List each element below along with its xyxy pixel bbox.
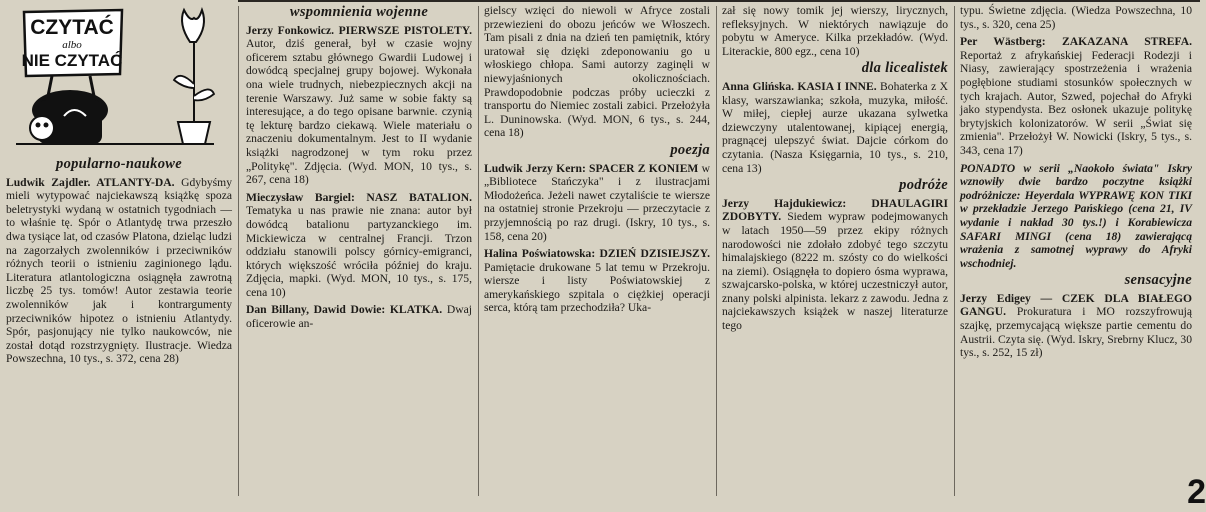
review-dhaulagiri-continued: typu. Świetne zdjęcia. (Wiedza Powszechna, 10 tys., s. 320, cena 25) <box>960 4 1192 31</box>
review-atlantyda <box>6 176 232 366</box>
review-klatka-continued: gielscy wzięci do niewoli w Afryce zostali przewiezieni do obozu jeńców we Włoszech. Tam pisali z dnia na dzień ten pamiętnik, który uratował się dzięki zdeponowaniu go u włoskiego chłopa. Sami autorzy zaginęli w niewyjaśnionych okolicznościach. Prawdopodobnie podczas próby ucieczki z transportu do Niemiec zostali zabici. Przełożyła L. Duninowska. (Wyd. MON, 6 tys., s. 244, cena 18) <box>484 4 710 140</box>
review-zakazana-strefa <box>960 35 1192 157</box>
page-number: 2 <box>1187 473 1206 511</box>
column-3 <box>484 4 710 502</box>
review-heading: Jerzy Edigey — CZEK DLA BIAŁEGO GANGU. <box>960 291 1192 319</box>
review-body: Reportaż z afrykańskiej Federacji Rodezji i Niasy, zawierający spostrzeżenia i wrażenia pogłębione studiami stosunków społecznych w tych krajach. Autor, Szwed, pojechał do Afryki jako stypendysta. Bez osłonek ukazuje politykę brytyjskich kolonizatorów. W serii „Świat się zmienia". Przełożył W. Nowicki (Iskry, 5 tys., s. 343, cena 17) <box>960 48 1192 157</box>
review-nasz-batalion <box>246 191 472 300</box>
review-heading: Halina Poświatowska: DZIEŃ DZISIEJSZY. <box>484 247 710 261</box>
review-spacer-z-koniem <box>484 162 710 244</box>
column-2 <box>246 4 472 502</box>
review-czek-dla-bialego-gangu <box>960 292 1192 360</box>
review-heading: Ludwik Zajdler. ATLANTY-DA. <box>6 175 175 189</box>
review-heading: Per Wästberg: ZAKAZANA STREFA. <box>960 35 1192 49</box>
review-dzien-dzisiejszy <box>484 247 710 315</box>
note-ponadto: PONADTO w serii „Naokoło świata" Iskry wznowiły dwie bardzo poczytne książki podróżnicze: Heyerdala WYPRAWĘ KON TIKI w przekładzie Jerzego Pańskiego (cena 21, IV wydanie i nakład 30 tys.!) i Korabiewicza SAFARI MINGI (cena 18) zawierającą wrażenia z samotnej wyprawy do Afryki wschodniej. <box>960 161 1192 270</box>
section-sensacyjne: sensacyjne <box>1124 272 1192 289</box>
section-wspomnienia-wojenne: wspomnienia wojenne <box>289 4 429 20</box>
review-body: Bohaterka z X klasy, warszawianka; szkoła, muzyka, miłość. W miłej, ciepłej aurze ukazana sylwetka dziewczyny utalentowanej, kipiącej energią, pragnącej ulepszyć świat. Dajcie córkom do czytania. (Nasza Księgarnia, 10 tys., s. 210, cena 13) <box>722 79 948 175</box>
logo-line2: albo <box>62 39 82 51</box>
review-heading: Jerzy Hajdukiewicz: DHAULAGIRI ZDOBYTY. <box>722 196 948 224</box>
review-heading: Dan Billany, Dawid Dowie: KLATKA. <box>246 303 443 317</box>
column-5 <box>960 4 1192 502</box>
section-dla-licealistek: dla licealistek <box>861 60 948 77</box>
column-4 <box>722 4 948 502</box>
logo-line3: NIE CZYTAĆ <box>21 51 123 70</box>
review-heading: Ludwik Jerzy Kern: SPACER Z KONIEM <box>484 161 699 175</box>
review-heading: Mieczysław Bargiel: NASZ BATALION. <box>246 190 472 204</box>
top-rule <box>238 0 1200 2</box>
section-popularno-naukowe: popularno-naukowe <box>56 156 182 172</box>
review-body: Pamiętacie drukowane 5 lat temu w Przekroju. wiersze i listy Poświatowskiej z amerykańskiego szpitala o ciężkiej operacji serca, którą tam przechodziła? Uka- <box>484 260 710 315</box>
column-rule <box>238 6 239 496</box>
review-klatka <box>246 303 472 330</box>
review-body: Prokuratura i MO rozszyfrowują szajkę, przemycającą większe partie cementu do Austrii. Czyta się. (Wyd. Iskry, Srebrny Klucz, 30 tys., s. 252, 15 zł) <box>960 305 1192 360</box>
logo-line1: CZYTAĆ <box>30 16 114 39</box>
review-body: Dwaj oficerowie an- <box>246 303 472 331</box>
review-body: Autor, dziś generał, był w czasie wojny oficerem sztabu głównego Gwardii Ludowej i dowódcą specjalnej grupy bojowej. Wykonała ona wiele trudnych, niebezpiecznych akcji na terenie Warszawy. Już same w sobie fakty są interesujące, a do tego opisane barwnie. czynią tę lekturę bardzo ciekawą. Wiele materiału o znaczeniu dokumentalnym. Jest to II wydanie książki nagrodzonej w tym roku przez „Politykę". Zdjęcia. (Wyd. MON, 10 tys., s. 267, cena 18) <box>246 37 472 187</box>
review-body: Siedem wypraw podejmowanych w latach 1950—59 przez ekipy różnych narodowości nie zdołało zdobyć tego szczytu himalajskiego (8222 m. szósty co do wielkości na ziemi). Osiągnęła to dopiero ósma wyprawa, szwajcarsko-polska, w której uczestniczył autor, znany polski alpinista. lekarz z zawodu. Jedna z najciekawszych książek w naszej literaturze tego <box>722 210 948 333</box>
review-heading: Jerzy Fonkowicz. PIERWSZE PISTOLETY. <box>246 23 472 37</box>
column-rule <box>478 6 479 496</box>
review-body: Tematyka u nas prawie nie znana: autor był dowódcą batalionu partyzanckiego im. Mickiewicza w centralnej Francji. Trzon oddziału stanowili polscy górnicy-emigranci, których większość wróciła później do kraju. Zdjęcia, mapki. (Wyd. MON, 10 tys., s. 175, cena 10) <box>246 204 472 299</box>
section-poezja: poezja <box>670 141 710 158</box>
column-1 <box>6 156 232 502</box>
section-podroze: podróże <box>899 177 948 194</box>
czytac-logo-illustration <box>4 4 232 154</box>
review-pierwsze-pistolety <box>246 24 472 187</box>
column-rule <box>954 6 955 496</box>
review-dhaulagiri <box>722 197 948 333</box>
review-kasia-i-inne <box>722 80 948 175</box>
review-heading: Anna Glińska. KASIA I INNE. <box>722 79 877 93</box>
column-rule <box>716 6 717 496</box>
review-body: Gdybyśmy mieli wytypować najciekawszą książkę spoza beletrystyki wydaną w ostatnich tygodniach — to właśnie tę. Spór o Atlantydę trwa przeszło dwa tysiące lat, od czasów Platona, dzieląc ludzi na zagorzałych zwolenników i przeciwników różnych teorii o istnieniu zaginionego lądu. Literatura atlantologiczna osiągnęła zawrotną liczbę 25 tys. tomów! Autor zestawia teorie zwolenników jak i kontrargumenty przeciwników hipotez o istnieniu Atlantydy. Spór, pasjonujący nie tylko naukowców, nie został dotąd rozstrzygnięty. Ilustracje. Wiedza Powszechna, 10 tys., s. 372, cena 28) <box>6 175 232 366</box>
review-body: w „Bibliotece Stańczyka" i z ilustracjami Młodożeńca. Jeżeli nawet czytaliście te wiersze na ostatniej stronie Przekroju — przeczytacie z przyjemnością po raz drugi. (Iskry, 10 tys., s. 158, cena 20) <box>484 161 710 243</box>
review-dzien-dzisiejszy-continued: zał się nowy tomik jej wierszy, lirycznych, refleksyjnych. W niektórych nawiązuje do pobytu w Ameryce. Kilka przekładów. (Wyd. Literackie, 800 egz., cena 10) <box>722 4 948 58</box>
